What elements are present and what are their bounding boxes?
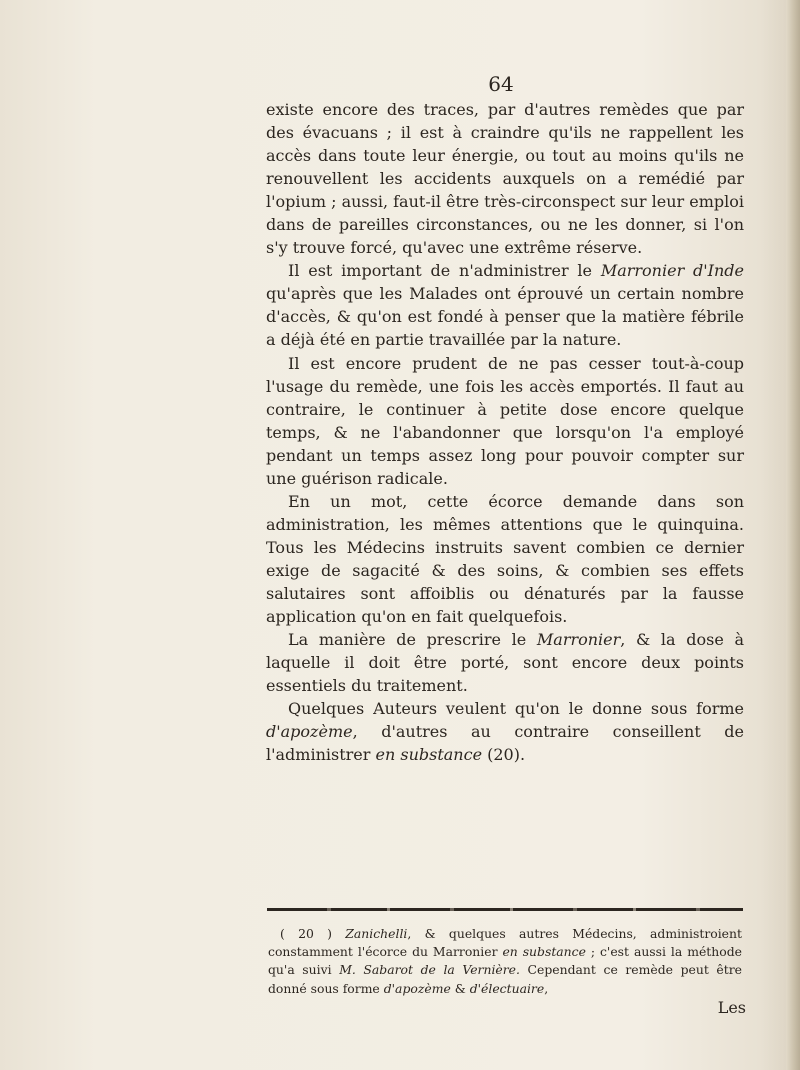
text-run: , & quelques autres Médecins, administroient constamment l'écorce du Marronier <box>268 926 742 960</box>
italic-run: d'apozème <box>266 722 353 742</box>
italic-run: M. Sabarot de la Vernière. <box>339 962 520 978</box>
footnote-divider <box>267 908 743 911</box>
text-run: Quelques Auteurs veulent qu'on le donne sous forme <box>288 699 744 719</box>
italic-run: en substance <box>375 745 483 765</box>
page-number: 64 <box>488 72 514 96</box>
italic-run: Marronier <box>536 630 621 650</box>
text-run: existe encore des traces, par d'autres remèdes que par des évacuans ; il est à craindre qu'ils ne rappellent les accès dans toute leur énergie, ou tout au moins qu'ils ne renouvellent les accidents auxquels on a remédié par l'opium ; aussi, faut-il être très-circonspect sur leur emploi dans de pareilles circonstances, ou ne les donner, si l'on s'y trouve forcé, qu'avec une extrême réserve. <box>266 100 744 258</box>
page-edge <box>786 0 800 1070</box>
text-run: Cependant ce remède peut être donné sous forme <box>268 962 742 996</box>
text-run: & <box>450 980 470 996</box>
text-run: ; c'est aussi la méthode qu'a suivi <box>268 944 742 978</box>
catchword: Les <box>717 998 746 1017</box>
paragraph <box>266 490 744 628</box>
body-text <box>266 98 744 766</box>
text-run: (20). <box>482 745 526 765</box>
text-run: , d'autres au contraire conseillent de l'administrer <box>266 722 744 765</box>
paragraph <box>266 628 744 697</box>
text-run: , & la dose à laquelle il doit être porté, sont encore deux points essentiels du traitement. <box>266 630 744 696</box>
paragraph <box>266 352 744 490</box>
italic-run: Zanichelli <box>345 926 408 941</box>
text-run: Il est encore prudent de ne pas cesser tout-à-coup l'usage du remède, une fois les accès emportés. Il faut au contraire, le continuer à petite dose encore quelque temps, & ne l'abandonner que lorsqu'on l'a employé pendant un temps assez long pour pouvoir compter sur une guérison radicale. <box>266 353 744 488</box>
paragraph <box>266 98 744 259</box>
paragraph <box>266 259 744 351</box>
footnote <box>268 925 742 998</box>
text-run: , <box>544 980 549 996</box>
italic-run: d'électuaire <box>469 980 545 996</box>
text-run: La manière de prescrire le <box>288 630 537 650</box>
italic-run: Marronier d'Inde <box>600 261 745 281</box>
italic-run: d'apozème <box>383 980 451 996</box>
footnote-paragraph <box>268 925 742 998</box>
paragraph <box>266 697 744 766</box>
text-run: qu'après que les Malades ont éprouvé un certain nombre d'accès, & qu'on est fondé à penser que la matière fébrile a déjà été en partie travaillée par la nature. <box>266 284 744 350</box>
italic-run: en substance <box>502 944 586 960</box>
text-run: ( 20 ) <box>280 926 346 941</box>
text-run: Il est important de n'administrer le <box>288 261 601 281</box>
text-run: En un mot, cette écorce demande dans son administration, les mêmes attentions que le quinquina. Tous les Médecins instruits savent combien ce dernier exige de sagacité & des soins, & combien ses effets salutaires sont affoiblis ou dénaturés par la fausse application qu'on en fait quelquefois. <box>266 491 744 627</box>
